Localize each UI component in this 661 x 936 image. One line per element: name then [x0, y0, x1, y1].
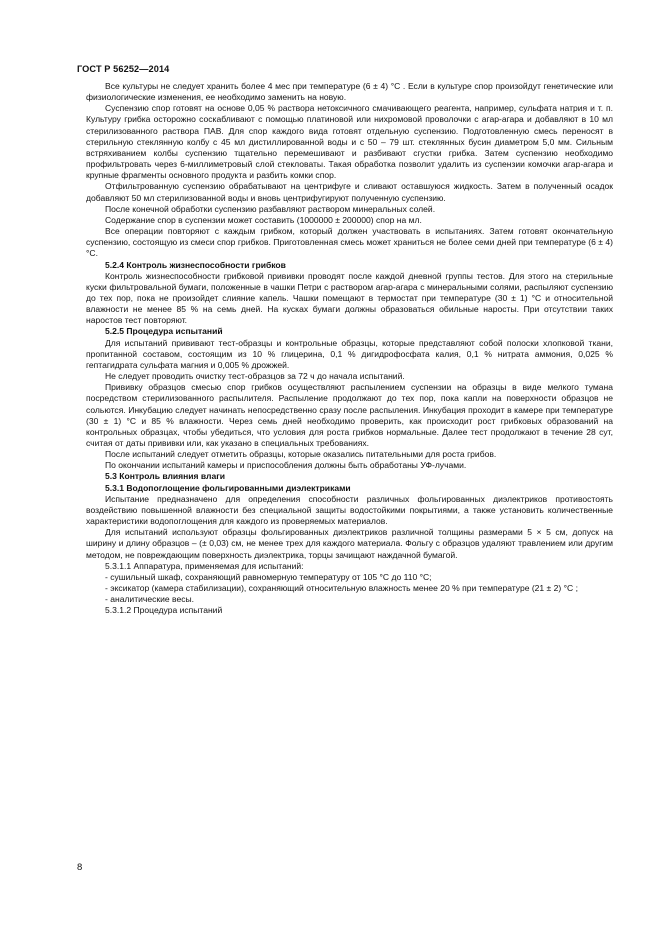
paragraph: Прививку образцов смесью спор грибков осуществляют распылением суспензии на образцы в виде мелкого тумана посредством стерилизованного распылителя. Распыление продолжают до тех пор, пока капли на поверхности образцов не сольются. Инкубацию следует начинать непосредственно сразу после распыления. Инкубация проходит в камере при температуре (30 ± 1) °С и 85 % влажности. Через семь дней необходимо проверить, как происходит рост грибковых образований на контрольных образцах, чтобы убедиться, что условия для роста грибков нормальные. Далее тест продолжают в течение 28 сут, считая от даты прививки или, как указано в специальных требованиях. — [86, 382, 613, 448]
paragraph: Контроль жизнеспособности грибковой прививки проводят после каждой дневной группы тестов. Для этого на стерильные куски фильтровальной бумаги, положенные в чашки Петри с раствором агар-агара с минеральными солями, распыляют суспензию до тех пор, пока не произойдет слияние капель. Чашки помещают в термостат при температуре (30 ± 1) °С и относительной влажности не менее 85 % на семь дней. На кусках бумаги должны образоваться обильные наросты. При отсутствии таких наростов тест повторяют. — [86, 270, 613, 326]
paragraph: Все культуры не следует хранить более 4 мес при температуре (6 ± 4) °С . Если в культуре спор произойдут генетические или физиологические изменения, ее необходимо заменить на новую. — [86, 81, 613, 103]
paragraph: Для испытаний прививают тест-образцы и контрольные образцы, которые представляют собой полоски хлопковой ткани, пропитанной составом, состоящим из 10 % глицерина, 0,1 % дигидрофосфата калия, 0,1 % нитрата аммония, 0,025 % гептагидрата сульфата магния и 0,005 % дрожжей. — [86, 337, 613, 370]
paragraph: 5.3.1.1 Аппаратура, применяемая для испытаний: — [105, 560, 304, 571]
paragraph: Все операции повторяют с каждым грибком, который должен участвовать в испытаниях. Затем готовят окончательную суспензию, состоящую из смеси спор грибков. Приготовленная смесь может храниться не более семи дней при температуре (6 ± 4) °С. — [86, 226, 613, 259]
section-heading: 5.3 Контроль влияния влаги — [105, 471, 226, 482]
paragraph: Не следует проводить очистку тест-образцов за 72 ч до начала испытаний. — [105, 371, 405, 382]
document-body — [86, 81, 613, 617]
page-number: 8 — [77, 862, 83, 873]
paragraph: Испытание предназначено для определения способности различных фольгированных диэлектриков противостоять воздействию повышенной влажности без специальной защиты водостойкими покрытиями, а также установить количественные характеристики водопоглощения для каждого из проверяемых материалов. — [86, 493, 613, 527]
paragraph: - эксикатор (камера стабилизации), сохраняющий относительную влажность менее 20 % при температуре (21 ± 2) °С ; — [105, 583, 578, 594]
paragraph: Суспензию спор готовят на основе 0,05 % раствора нетоксичного смачивающего реагента, например, сульфата натрия и т. п. Культуру грибка осторожно соскабливают с помощью платиновой или нихромовой проволочки с агар-агара и добавляют в 10 мл стерилизованного раствора ПАВ. Для спор каждого вида готовят отдельную суспензию. Подготовленную смесь переносят в стерильную стеклянную колбу с 45 мл дистиллированной воды и с 50 – 79 шт. стеклянных бусин диаметром 5,0 мм. Сильным встряхиванием колбы суспензию тщательно перемешивают и разбивают сгустки грибка. Затем суспензию необходимо профильтровать через 6-миллиметровый слой стекловаты. Такая обработка позволит удалить из суспензии комочки агар-агара и крупные фрагменты основного продукта и разбить комки спор. — [86, 103, 613, 181]
paragraph: По окончании испытаний камеры и приспособления должны быть обработаны УФ-лучами. — [105, 460, 467, 471]
section-heading: 5.2.4 Контроль жизнеспособности грибков — [105, 259, 286, 270]
paragraph: Отфильтрованную суспензию обрабатывают на центрифуге и сливают оставшуюся жидкость. Затем в полученный осадок добавляют 50 мл стерилизованной воды и вновь центрифугируют полученную суспензию. — [86, 181, 613, 203]
paragraph: После испытаний следует отметить образцы, которые оказались питательными для роста грибов. — [105, 449, 497, 460]
document-code: ГОСТ Р 56252—2014 — [77, 64, 170, 74]
paragraph: - сушильный шкаф, сохраняющий равномерную температуру от 105 °С до 110 °С; — [105, 571, 432, 582]
section-heading: 5.2.5 Процедура испытаний — [105, 326, 223, 337]
paragraph: Для испытаний используют образцы фольгированных диэлектриков различной толщины размерами 5 × 5 см, допуск на ширину и длину образцов – (± 0,03) см, не менее трех для каждого материала. Фольгу с образцов удаляют травлением или другим методом, не повреждающим поверхность диэлектрика, торцы зачищают наждачной бумагой. — [86, 527, 613, 560]
section-heading: 5.3.1 Водопоглощение фольгированными диэлектриками — [105, 482, 351, 493]
paragraph: - аналитические весы. — [105, 594, 195, 605]
paragraph: После конечной обработки суспензию разбавляют раствором минеральных солей. — [105, 203, 436, 214]
paragraph: Содержание спор в суспензии может составить (1000000 ± 200000) спор на мл. — [105, 214, 422, 225]
paragraph: 5.3.1.2 Процедура испытаний — [105, 605, 223, 616]
